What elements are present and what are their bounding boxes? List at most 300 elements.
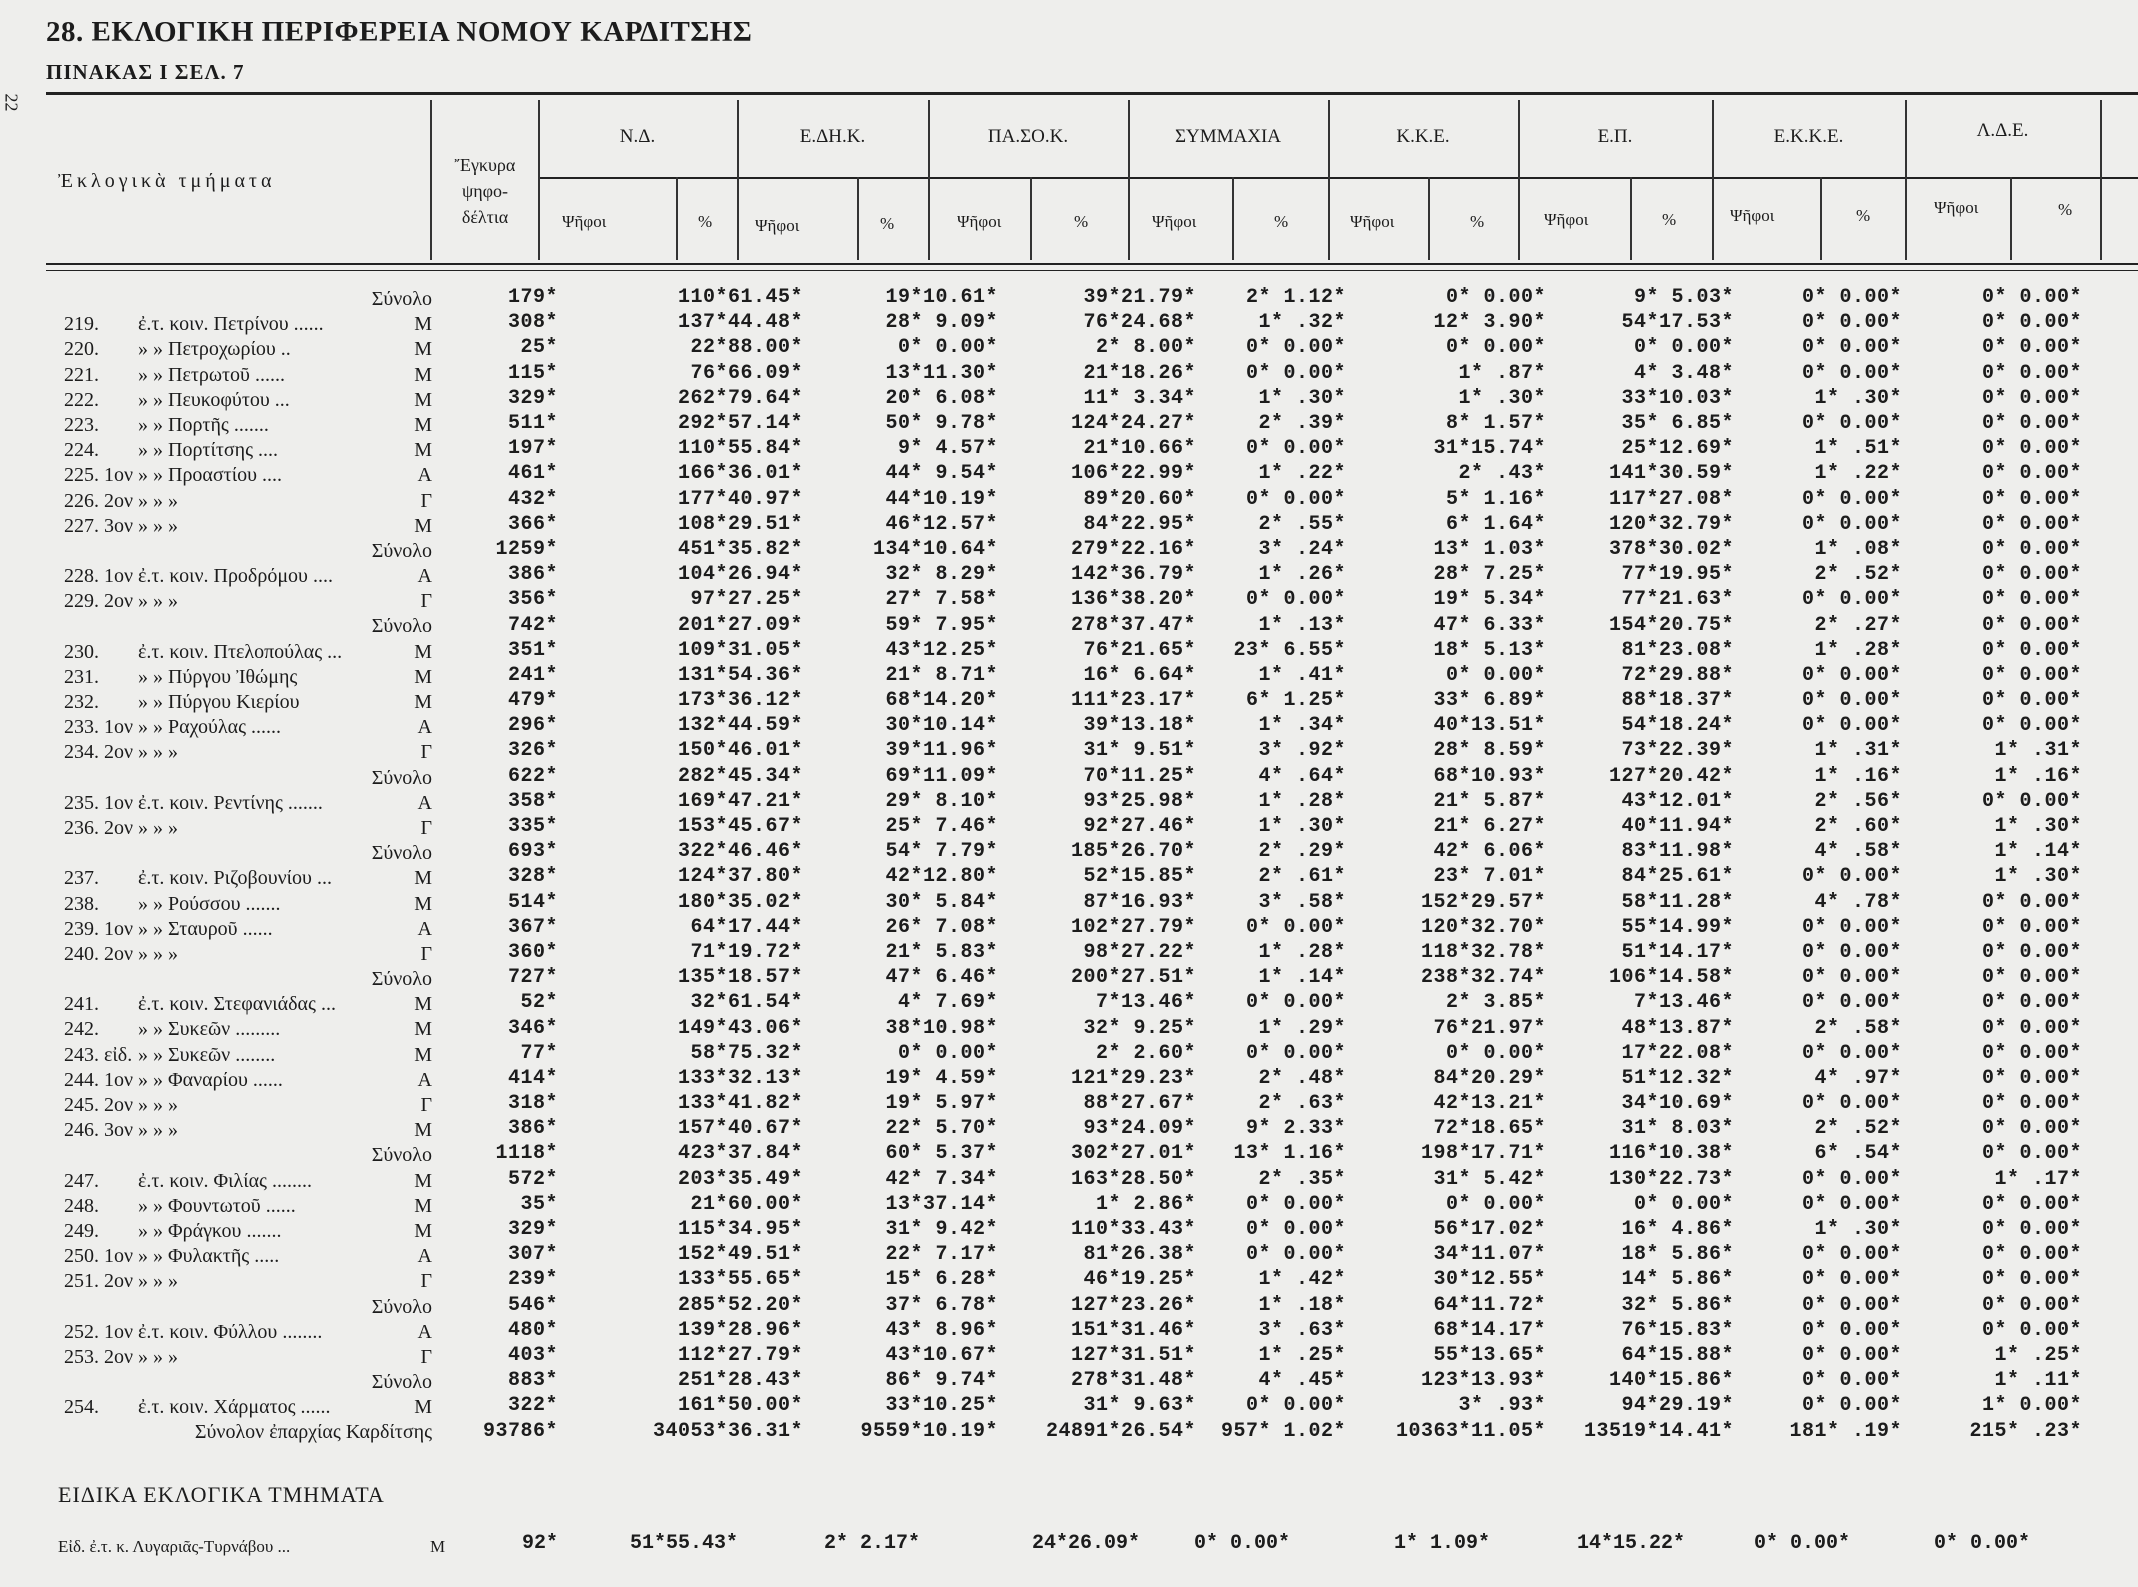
header-sub-divider (1030, 177, 1032, 260)
district-number: 244. 1ον (64, 1068, 134, 1091)
district-label (50, 814, 450, 839)
district-name: » » » (138, 514, 178, 537)
district-name: » » Ρούσσου ....... (138, 892, 281, 915)
party-result-cell: 69*11.09* (885, 764, 998, 788)
party-result-cell: 22* 5.70* (885, 1117, 998, 1141)
district-number: 228. 1ον (64, 565, 134, 588)
district-label (50, 1343, 450, 1368)
party-result-cell: 0* 0.00* (1801, 865, 1902, 889)
party-result-cell: 40*13.51* (1433, 714, 1546, 738)
special-row-cell: 1* 1.09* (1393, 1532, 1490, 1555)
party-result-cell: 39*21.79* (1083, 286, 1196, 310)
district-number: 226. 2ον (64, 489, 134, 512)
party-result-cell: 6* 1.25* (1245, 689, 1346, 713)
district-label (50, 612, 450, 637)
party-result-cell: 68*14.17* (1433, 1318, 1546, 1342)
table-row (50, 1141, 2082, 1166)
party-result-cell: 6* .54* (1814, 1142, 1902, 1166)
party-result-cell: 279*22.16* (1070, 537, 1196, 561)
district-label (50, 1293, 450, 1318)
district-number: 246. 3ον (64, 1119, 134, 1142)
special-row-cell: 0* 0.00* (1933, 1532, 2030, 1555)
party-result-cell: 1* .32* (1258, 311, 1346, 335)
district-name: » » Πευκοφύτου ... (138, 388, 290, 411)
district-label (50, 537, 450, 562)
party-result-cell: 22* 7.17* (885, 1243, 998, 1267)
table-row (50, 1368, 2082, 1393)
valid-ballots-cell: 239* (507, 1268, 558, 1292)
valid-ballots-cell: 351* (507, 638, 558, 662)
party-result-cell: 378*30.02* (1608, 537, 1734, 561)
district-type: Μ (414, 413, 432, 436)
party-result-cell: 76*21.97* (1433, 1016, 1546, 1040)
district-number: 242. (64, 1018, 99, 1041)
party-result-cell: 185*26.70* (1070, 840, 1196, 864)
party-result-cell: 0* 0.00* (1981, 588, 2082, 612)
party-result-cell: 2* .39* (1258, 412, 1346, 436)
valid-ballots-cell: 514* (507, 890, 558, 914)
district-label (50, 915, 450, 940)
valid-ballots-cell: 360* (507, 940, 558, 964)
party-result-cell: 1* .30* (1994, 815, 2082, 839)
valid-ballots-cell: 386* (507, 1117, 558, 1141)
district-label (50, 713, 450, 738)
district-type: Μ (414, 363, 432, 386)
party-result-cell: 322*46.46* (677, 840, 803, 864)
district-label (50, 411, 450, 436)
valid-header-line: δέλτια (461, 207, 509, 227)
table-row (50, 1318, 2082, 1343)
party-result-cell: 1* .87* (1458, 361, 1546, 385)
valid-ballots-cell: 329* (507, 386, 558, 410)
party-result-cell: 173*36.12* (677, 689, 803, 713)
header-sub-divider (2010, 177, 2012, 260)
district-type: Μ (414, 1119, 432, 1142)
party-result-cell: 34053*36.31* (652, 1419, 803, 1443)
district-type: Α (417, 565, 432, 588)
party-result-cell: 0* 0.00* (1445, 286, 1546, 310)
votes-subheader: Ψῆφοι (957, 212, 1002, 231)
table-row (50, 965, 2082, 990)
party-result-cell: 198*17.71* (1420, 1142, 1546, 1166)
party-result-cell: 0* 0.00* (1981, 1066, 2082, 1090)
district-label (50, 965, 450, 990)
party-result-cell: 117*27.08* (1608, 487, 1734, 511)
party-header-ekke: Ε.Κ.Κ.Ε. (1773, 126, 1844, 147)
party-result-cell: 19* 4.59* (885, 1066, 998, 1090)
party-result-cell: 200*27.51* (1070, 966, 1196, 990)
party-result-cell: 120*32.79* (1608, 512, 1734, 536)
party-result-cell: 9559*10.19* (860, 1419, 998, 1443)
district-type: Α (417, 464, 432, 487)
party-result-cell: 86* 9.74* (885, 1369, 998, 1393)
party-result-cell: 58*75.32* (690, 1041, 803, 1065)
party-result-cell: 20* 6.08* (885, 386, 998, 410)
party-result-cell: 0* 0.00* (1245, 1041, 1346, 1065)
table-row (50, 537, 2082, 562)
party-result-cell: 141*30.59* (1608, 462, 1734, 486)
party-result-cell: 4* 3.48* (1633, 361, 1734, 385)
party-result-cell: 0* 0.00* (1801, 714, 1902, 738)
district-number: 249. (64, 1219, 99, 1242)
district-label (50, 436, 450, 461)
party-result-cell: 15* 6.28* (885, 1268, 998, 1292)
party-result-cell: 124*24.27* (1070, 412, 1196, 436)
valid-ballots-cell: 727* (507, 966, 558, 990)
party-result-cell: 31* 5.42* (1433, 1167, 1546, 1191)
party-result-cell: 2* .52* (1814, 1117, 1902, 1141)
party-result-cell: 89*20.60* (1083, 487, 1196, 511)
party-result-cell: 11* 3.34* (1083, 386, 1196, 410)
table-row (50, 1343, 2082, 1368)
district-type: Μ (414, 1018, 432, 1041)
district-type: Μ (414, 892, 432, 915)
votes-subheader: Ψῆφοι (1730, 206, 1775, 225)
party-result-cell: 1* .30* (1814, 386, 1902, 410)
party-result-cell: 4* .45* (1258, 1369, 1346, 1393)
district-name: » » Πετρωτοῦ ...... (138, 363, 285, 386)
results-table (50, 285, 2082, 1444)
party-result-cell: 13*37.14* (885, 1192, 998, 1216)
party-result-cell: 25*12.69* (1621, 437, 1734, 461)
party-result-cell: 0* 0.00* (1981, 563, 2082, 587)
valid-ballots-cell: 197* (507, 437, 558, 461)
party-result-cell: 142*36.79* (1070, 563, 1196, 587)
party-result-cell: 0* 0.00* (1245, 915, 1346, 939)
valid-ballots-cell: 356* (507, 588, 558, 612)
party-result-cell: 0* 0.00* (1245, 1243, 1346, 1267)
party-header-pasok: ΠΑ.ΣΟ.Κ. (987, 126, 1069, 147)
district-number: 237. (64, 867, 99, 890)
district-name: » » » (138, 1270, 178, 1293)
party-result-cell: 0* 0.00* (1981, 1092, 2082, 1116)
party-result-cell: 131*54.36* (677, 663, 803, 687)
party-result-cell: 88*27.67* (1083, 1092, 1196, 1116)
district-label (50, 285, 450, 310)
party-result-cell: 47* 6.33* (1433, 613, 1546, 637)
party-result-cell: 43* 8.96* (885, 1318, 998, 1342)
party-result-cell: 0* 0.00* (1801, 1268, 1902, 1292)
party-result-cell: 55*14.99* (1621, 915, 1734, 939)
party-header-edik: Ε.ΔΗ.Κ. (799, 126, 866, 147)
party-result-cell: 102*27.79* (1070, 915, 1196, 939)
district-label (50, 1318, 450, 1343)
party-result-cell: 9* 2.33* (1245, 1117, 1346, 1141)
party-result-cell: 0* 0.00* (897, 336, 998, 360)
party-result-cell: 0* 0.00* (1981, 512, 2082, 536)
district-name: ἐ.τ. κοιν. Πτελοπούλας ... (138, 640, 343, 663)
district-label (50, 864, 450, 889)
valid-ballots-cell: 307* (507, 1243, 558, 1267)
table-row (50, 1116, 2082, 1141)
party-result-cell: 12* 3.90* (1433, 311, 1546, 335)
party-result-cell: 1* .17* (1994, 1167, 2082, 1191)
party-result-cell: 1* .22* (1814, 462, 1902, 486)
party-result-cell: 140*15.86* (1608, 1369, 1734, 1393)
party-result-cell: 0* 0.00* (1245, 1394, 1346, 1418)
table-row (50, 1217, 2082, 1242)
valid-ballots-cell: 461* (507, 462, 558, 486)
party-result-cell: 157*40.67* (677, 1117, 803, 1141)
party-result-cell: 68*14.20* (885, 689, 998, 713)
party-result-cell: 150*46.01* (677, 739, 803, 763)
district-name: » » Φουντωτοῦ ...... (138, 1194, 296, 1217)
district-number: 245. 2ον (64, 1094, 134, 1116)
party-result-cell: 139*28.96* (677, 1318, 803, 1342)
party-result-cell: 0* 0.00* (1801, 361, 1902, 385)
party-result-cell: 302*27.01* (1070, 1142, 1196, 1166)
party-result-cell: 2* 1.12* (1245, 286, 1346, 310)
district-name: » » Πορτῆς ....... (138, 413, 269, 436)
party-result-cell: 169*47.21* (677, 789, 803, 813)
header-sub-divider (1428, 177, 1430, 260)
party-result-cell: 1* .25* (1994, 1343, 2082, 1367)
party-result-cell: 43*12.25* (885, 638, 998, 662)
party-result-cell: 93*24.09* (1083, 1117, 1196, 1141)
votes-subheader: Ψῆφοι (755, 216, 800, 235)
district-name: » » Φράγκου ....... (138, 1219, 282, 1242)
party-result-cell: 83*11.98* (1621, 840, 1734, 864)
header-sub-divider (1820, 177, 1822, 260)
valid-ballots-header (432, 152, 538, 230)
party-result-cell: 0* 0.00* (1801, 966, 1902, 990)
party-result-cell: 3* .63* (1258, 1318, 1346, 1342)
district-type: Μ (414, 439, 432, 462)
party-result-cell: 3* .93* (1458, 1394, 1546, 1418)
district-name: ἐ.τ. κοιν. Φύλλου ........ (138, 1320, 323, 1343)
party-result-cell: 0* 0.00* (1245, 1192, 1346, 1216)
party-result-cell: 1* .31* (1814, 739, 1902, 763)
party-result-cell: 29* 8.10* (885, 789, 998, 813)
district-number: 225. 1ον (64, 464, 134, 487)
district-name: ἐ.τ. κοιν. Φιλίας ........ (138, 1169, 312, 1192)
district-name: ἐ.τ. κοιν. Ρεντίνης ....... (138, 791, 323, 814)
party-result-cell: 64*15.88* (1621, 1343, 1734, 1367)
special-row-cell: 14*15.22* (1576, 1532, 1685, 1555)
party-result-cell: 23* 7.01* (1433, 865, 1546, 889)
valid-ballots-cell: 546* (507, 1293, 558, 1317)
party-result-cell: 1* .28* (1258, 789, 1346, 813)
party-result-cell: 278*37.47* (1070, 613, 1196, 637)
district-type: Γ (420, 816, 432, 839)
party-result-cell: 42*13.21* (1433, 1092, 1546, 1116)
party-result-cell: 111*23.17* (1070, 689, 1196, 713)
party-result-cell: 3* .24* (1258, 537, 1346, 561)
valid-ballots-cell: 35* (520, 1192, 558, 1216)
party-result-cell: 18* 5.13* (1433, 638, 1546, 662)
district-name: » » » (138, 489, 178, 512)
party-result-cell: 44* 9.54* (885, 462, 998, 486)
table-row (50, 663, 2082, 688)
party-result-cell: 133*32.13* (677, 1066, 803, 1090)
party-result-cell: 1* .34* (1258, 714, 1346, 738)
party-result-cell: 16* 4.86* (1621, 1218, 1734, 1242)
party-result-cell: 0* 0.00* (1801, 1318, 1902, 1342)
party-result-cell: 76*66.09* (690, 361, 803, 385)
party-result-cell: 115*34.95* (677, 1218, 803, 1242)
district-number: 252. 1ον (64, 1320, 134, 1343)
district-number: 220. (64, 338, 99, 361)
party-result-cell: 2* .48* (1258, 1066, 1346, 1090)
party-result-cell: 43*10.67* (885, 1343, 998, 1367)
party-header-lde: Λ.Δ.Ε. (1976, 120, 2029, 141)
party-result-cell: 0* 0.00* (1801, 512, 1902, 536)
special-row-suffix: Μ (430, 1537, 446, 1556)
table-row (50, 1041, 2082, 1066)
party-result-cell: 0* 0.00* (1981, 386, 2082, 410)
party-result-cell: 1* .31* (1994, 739, 2082, 763)
district-number: 243. εἰδ. (64, 1043, 133, 1066)
party-result-cell: 0* 0.00* (1981, 412, 2082, 436)
party-result-cell: 73*22.39* (1621, 739, 1734, 763)
party-result-cell: 0* 0.00* (1801, 286, 1902, 310)
party-result-cell: 54*18.24* (1621, 714, 1734, 738)
district-label (50, 361, 450, 386)
party-result-cell: 0* 0.00* (1801, 311, 1902, 335)
district-number: 233. 1ον (64, 716, 134, 739)
table-row (50, 814, 2082, 839)
party-result-cell: 21* 5.87* (1433, 789, 1546, 813)
party-result-cell: 0* 0.00* (1981, 487, 2082, 511)
district-number: 223. (64, 413, 99, 436)
party-result-cell: 1* 0.00* (1981, 1394, 2082, 1418)
district-type: Μ (414, 691, 432, 713)
table-row (50, 512, 2082, 537)
party-result-cell: 127*31.51* (1070, 1343, 1196, 1367)
party-result-cell: 39*11.96* (885, 739, 998, 763)
valid-ballots-cell: 511* (507, 412, 558, 436)
party-result-cell: 37* 6.78* (885, 1293, 998, 1317)
table-row (50, 1091, 2082, 1116)
pct-subheader: % (1274, 212, 1289, 231)
party-result-cell: 77*19.95* (1621, 563, 1734, 587)
party-result-cell: 121*29.23* (1070, 1066, 1196, 1090)
party-result-cell: 0* 0.00* (1801, 1167, 1902, 1191)
party-result-cell: 48*13.87* (1621, 1016, 1734, 1040)
party-result-cell: 10363*11.05* (1395, 1419, 1546, 1443)
district-label (50, 587, 450, 612)
party-result-cell: 0* 0.00* (1801, 487, 1902, 511)
district-type: Σύνολο (371, 1371, 432, 1394)
party-result-cell: 104*26.94* (677, 563, 803, 587)
party-result-cell: 33* 6.89* (1433, 689, 1546, 713)
party-result-cell: 2* .63* (1258, 1092, 1346, 1116)
party-result-cell: 1* .13* (1258, 613, 1346, 637)
district-label (50, 789, 450, 814)
party-result-cell: 0* 0.00* (1245, 437, 1346, 461)
party-result-cell: 13*11.30* (885, 361, 998, 385)
party-result-cell: 118*32.78* (1420, 940, 1546, 964)
party-result-cell: 4* .58* (1814, 840, 1902, 864)
party-result-cell: 1* .14* (1994, 840, 2082, 864)
valid-ballots-cell: 432* (507, 487, 558, 511)
district-name: » » Πορτίτσης .... (138, 439, 279, 462)
party-result-cell: 31*15.74* (1433, 437, 1546, 461)
pct-subheader: % (880, 214, 895, 233)
district-type: Γ (420, 1094, 432, 1116)
district-label (50, 638, 450, 663)
table-row (50, 587, 2082, 612)
district-number: 238. (64, 892, 99, 915)
district-type: Μ (414, 867, 432, 890)
district-number: 240. 2ον (64, 942, 134, 965)
party-result-cell: 14* 5.86* (1621, 1268, 1734, 1292)
header-divider (1518, 100, 1520, 260)
district-type: Γ (420, 590, 432, 613)
party-result-cell: 21*10.66* (1083, 437, 1196, 461)
district-name: ἐ.τ. κοιν. Προδρόμου .... (138, 565, 333, 588)
party-result-cell: 55*13.65* (1433, 1343, 1546, 1367)
party-result-cell: 31* 8.03* (1621, 1117, 1734, 1141)
votes-subheader: Ψῆφοι (1152, 212, 1197, 231)
valid-ballots-cell: 179* (507, 286, 558, 310)
party-result-cell: 106*22.99* (1070, 462, 1196, 486)
party-result-cell: 9* 4.57* (897, 437, 998, 461)
district-name: » » Συκεῶν ........ (138, 1043, 276, 1066)
party-result-cell: 97*27.25* (690, 588, 803, 612)
party-result-cell: 451*35.82* (677, 537, 803, 561)
district-name: » » Ραχούλας ...... (138, 716, 282, 739)
party-result-cell: 177*40.97* (677, 487, 803, 511)
district-type: Γ (420, 1270, 432, 1293)
votes-subheader: Ψῆφοι (1934, 198, 1979, 217)
special-row-valid: 92* (521, 1532, 558, 1555)
pct-subheader: % (698, 212, 713, 231)
table-row (50, 1293, 2082, 1318)
party-result-cell: 71*19.72* (690, 940, 803, 964)
party-result-cell: 34*11.07* (1433, 1243, 1546, 1267)
party-result-cell: 81*26.38* (1083, 1243, 1196, 1267)
party-result-cell: 3* .92* (1258, 739, 1346, 763)
valid-ballots-cell: 93786* (482, 1419, 558, 1443)
party-result-cell: 0* 0.00* (1801, 1293, 1902, 1317)
district-type: Μ (414, 514, 432, 537)
party-result-cell: 21*18.26* (1083, 361, 1196, 385)
party-result-cell: 124*37.80* (677, 865, 803, 889)
party-result-cell: 2* .56* (1814, 789, 1902, 813)
district-type: Α (417, 917, 432, 940)
party-result-cell: 93*25.98* (1083, 789, 1196, 813)
party-result-cell: 152*29.57* (1420, 890, 1546, 914)
party-result-cell: 2* .52* (1814, 563, 1902, 587)
table-row (50, 1167, 2082, 1192)
party-result-cell: 0* 0.00* (1981, 437, 2082, 461)
header-sub-divider (676, 177, 678, 260)
party-result-cell: 110*55.84* (677, 437, 803, 461)
district-label (50, 1242, 450, 1267)
district-name: » » Προαστίου .... (138, 464, 283, 487)
district-name: ἐ.τ. κοιν. Στεφανιάδας ... (138, 993, 336, 1016)
table-row (50, 764, 2082, 789)
district-number: 253. 2ον (64, 1345, 134, 1368)
party-result-cell: 51*12.32* (1621, 1066, 1734, 1090)
header-bottom-rule (46, 263, 2138, 265)
party-result-cell: 98*27.22* (1083, 940, 1196, 964)
party-result-cell: 17*22.08* (1621, 1041, 1734, 1065)
district-label (50, 940, 450, 965)
party-result-cell: 0* 0.00* (1981, 714, 2082, 738)
party-result-cell: 1* .22* (1258, 462, 1346, 486)
party-result-cell: 76*15.83* (1621, 1318, 1734, 1342)
party-result-cell: 9* 5.03* (1633, 286, 1734, 310)
party-result-cell: 201*27.09* (677, 613, 803, 637)
party-result-cell: 0* 0.00* (1801, 1243, 1902, 1267)
party-result-cell: 0* 0.00* (1981, 1192, 2082, 1216)
pct-subheader: % (1662, 210, 1677, 229)
party-result-cell: 4* .97* (1814, 1066, 1902, 1090)
party-result-cell: 110*61.45* (677, 286, 803, 310)
party-result-cell: 94*29.19* (1621, 1394, 1734, 1418)
